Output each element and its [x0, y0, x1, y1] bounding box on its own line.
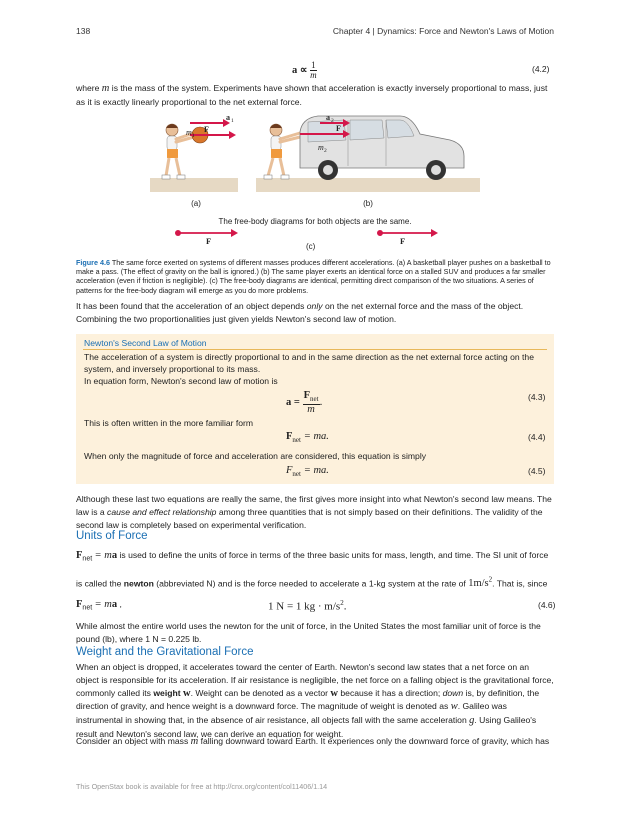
equation-4-6: 1 N = 1 kg · $m/s^2$. — [268, 599, 347, 613]
fbd-caption: The free-body diagrams for both objects are the same. — [218, 217, 412, 226]
paragraph: Consider an object with mass m falling downward toward Earth. It experiences only the downward force of gravity, which has — [76, 736, 550, 747]
figure-4-6 — [150, 106, 480, 248]
equation-4-3: a = $\frac{F_{net}}{m}$ . — [286, 390, 323, 416]
label-f-b: F — [336, 124, 341, 133]
label-f-c1: F — [206, 236, 212, 246]
equation-4-2: a ∝ $\frac{1}{m}$ — [292, 60, 317, 80]
paragraph: where m is the mass of the system. Experiments have shown that acceleration is exactly inversely proportional to mass, just as it is exactly linearly proportional to the net external force. — [76, 83, 548, 107]
label-m1: m — [186, 128, 192, 137]
equation-number: (4.6) — [538, 600, 556, 610]
equation-number: (4.2) — [532, 64, 550, 74]
paragraph: It has been found that the acceleration of an object depends only on the net external force and the mass of the object. Combining the two proportionalities just given yields Newton's second law of motion. — [76, 301, 524, 324]
label-a1-sub: 1 — [231, 118, 234, 124]
label-f-c2: F — [400, 236, 406, 246]
panel-a — [150, 119, 238, 192]
label-a1: a — [226, 113, 230, 122]
label-a2: a — [326, 113, 330, 122]
section-heading-units: Units of Force — [76, 530, 148, 542]
equation-4-5: $F_{net}$ = ma. — [286, 465, 329, 479]
chapter-title: Chapter 4 | Dynamics: Force and Newton's Laws of Motion — [332, 26, 554, 36]
figure-caption: Figure 4.6 The same force exerted on systems of different masses produces different accelerations. (a) A basketball player pushes on a basketball to make a pass. (The effect of gravity on the ball is ignored.) (b) The same player exerts an identical force on a stalled SUV and produces a far smaller acceleration (even if friction is negligible). (c) The free-body diagrams are identical, permitting direct comparison of the two situations. A series of patterns for the free-body diagram will emerge as you do more problems. — [76, 258, 551, 295]
ground-a — [150, 178, 238, 192]
label-m1-sub: 1 — [192, 133, 195, 139]
law-box-title: Newton's Second Law of Motion — [84, 338, 207, 348]
footer: This OpenStax book is available for free at http://cnx.org/content/col11406/1.14 — [76, 782, 328, 791]
paragraph: $F_{net}$ = ma is used to define the units of force in terms of the three basic units for mass, length, and time. The SI unit of force is called the newton (abbreviated N) and is the force needed to accelerate a 1-kg system at the rate of $1m/s^2$. That is, since $F_{net}$ = ma , — [76, 550, 549, 612]
paragraph: Although these last two equations are really the same, the first gives more insight into what Newton's second law means. The law is a cause and effect relationship among three quantities that is not simply based on their definitions. The validity of the second law is completely based on experimental verification. — [76, 494, 552, 530]
equation-4-4: $F_{net}$ = ma. — [286, 431, 329, 445]
panel-b — [256, 116, 480, 192]
section-heading-weight: Weight and the Gravitational Force — [76, 646, 254, 658]
label-m2: m — [318, 143, 324, 152]
page-number: 138 — [76, 26, 91, 36]
ground-b — [256, 178, 480, 192]
paragraph: When an object is dropped, it accelerates toward the center of Earth. Newton's second law states that a net force on an object is responsible for its acceleration. If air resistance is negligible, the net force on a falling object is the gravitational force, commonly called its weight w. Weight can be denoted as a vector w because it has a direction; down is, by definition, the direction of gravity, and hence weight is a downward force. The magnitude of weight is denoted as w. Galileo was instrumental in showing that, in the absence of air resistance, all objects fall with the same acceleration g. Using Galileo's result and Newton's second law, we can derive an equation for weight. — [76, 662, 554, 739]
label-f-a: F — [204, 125, 209, 134]
panel-c — [175, 229, 438, 237]
label-panel-b: (b) — [363, 199, 373, 208]
label-a2-sub: 2 — [331, 118, 334, 124]
paragraph: While almost the entire world uses the newton for the unit of force, in the United States the most familiar unit of force is the pound (lb), where 1 N = 0.225 lb. — [76, 621, 541, 644]
label-m2-sub: 2 — [324, 148, 327, 154]
law-box: Newton's Second Law of Motion The acceleration of a system is directly proportional to and in the same direction as the net external force acting on the system, and inversely proportional to its mass. In equation form, Newton's second law of motion is a = $\frac{F_{net}}{m}$ . (4.3) This is often written in the more familiar form $F_{net}$ = ma. (4.4) When only the magnitude of force and acceleration are considered, this equation is simply $F_{net}$ = ma. (4.5) — [76, 334, 554, 484]
label-panel-c: (c) — [306, 242, 316, 251]
label-panel-a: (a) — [191, 199, 201, 208]
